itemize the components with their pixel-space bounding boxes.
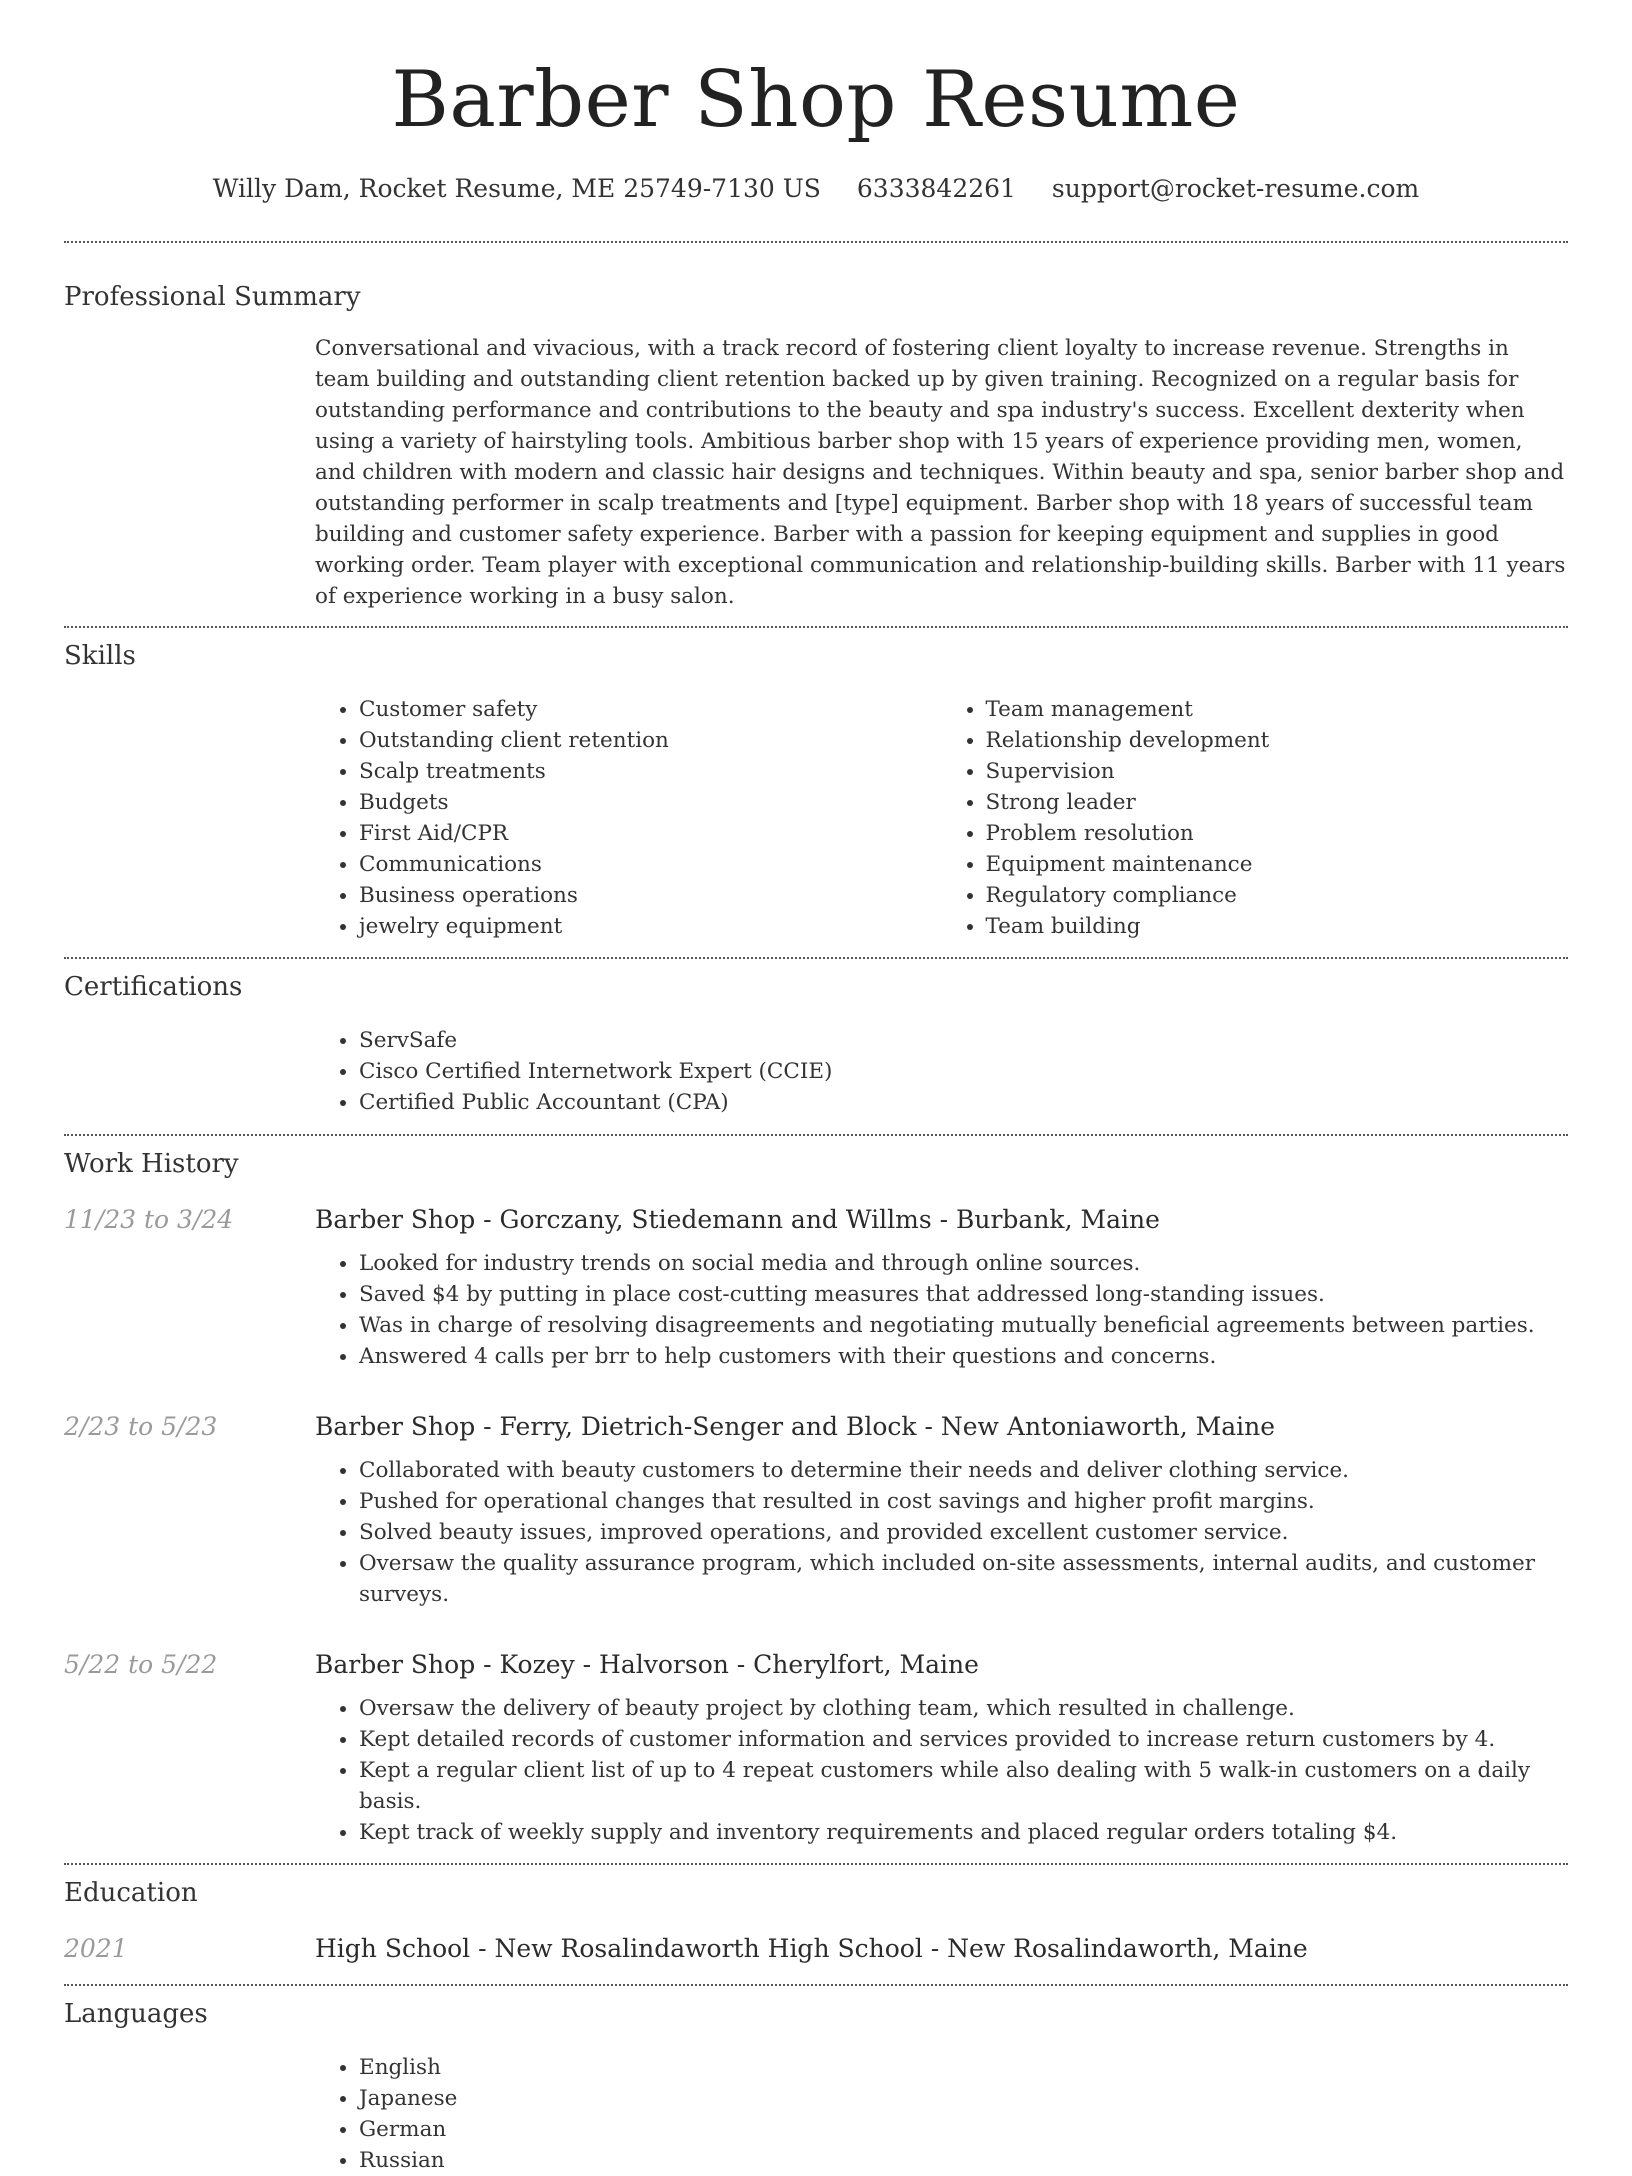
job-details [315,1455,1568,1610]
job-header [64,1411,1568,1443]
work-section [64,1136,1568,1848]
list-item: • Kept track of weekly supply and inventory requirements and placed regular orders totaling $4. [359,1817,1568,1848]
list-item: • jewelry equipment [359,911,942,942]
list-item: • First Aid/CPR [359,818,942,849]
education-date: 2021 [64,1934,128,1963]
list-item: • Looked for industry trends on social media and through online sources. [359,1248,1568,1279]
list-item: • ServSafe [359,1025,1568,1056]
job-details [315,1693,1568,1848]
list-item: • Outstanding client retention [359,725,942,756]
list-item: • Supervision [986,756,1569,787]
contact-phone: 6333842261 [856,174,1016,203]
skills-columns [315,694,1568,942]
job-title: Barber Shop - Gorczany, Stiedemann and Willms - Burbank, Maine [315,1205,1160,1234]
list-item: • Collaborated with beauty customers to determine their needs and deliver clothing service. [359,1455,1568,1486]
list-item: • Customer safety [359,694,942,725]
job-bullets [315,1455,1568,1610]
skills-heading: Skills [64,641,136,671]
list-item: • German [359,2114,1568,2145]
list-item: • Answered 4 calls per brr to help customers with their questions and concerns. [359,1341,1568,1372]
summary-section [64,243,1568,612]
list-item: • Oversaw the quality assurance program, which included on-site assessments, internal audits, and customer surveys. [359,1548,1568,1610]
job-date: 2/23 to 5/23 [64,1412,218,1441]
list-item: • Russian [359,2145,1568,2176]
certifications-list [315,1025,1568,1118]
job-entry [64,1649,1568,1848]
certifications-heading: Certifications [64,972,243,1002]
list-item: • Team building [986,911,1569,942]
education-heading: Education [64,1878,198,1908]
job-entry [64,1204,1568,1372]
list-item: • Scalp treatments [359,756,942,787]
list-item: • Team management [986,694,1569,725]
list-item: • Certified Public Accountant (CPA) [359,1087,1568,1118]
skills-list-right [942,694,1569,942]
list-item: • Business operations [359,880,942,911]
education-title: High School - New Rosalindaworth High School - New Rosalindaworth, Maine [315,1934,1308,1963]
job-header [64,1649,1568,1681]
list-item: • Communications [359,849,942,880]
job-header [64,1204,1568,1236]
education-section [64,1865,1568,1965]
education-entry [64,1933,1568,1965]
resume-page [64,0,1568,2176]
list-item: • Solved beauty issues, improved operations, and provided excellent customer service. [359,1517,1568,1548]
contact-line [64,173,1568,205]
resume-title: Barber Shop Resume [391,55,1241,145]
contact-address: Willy Dam, Rocket Resume, ME 25749-7130 US [212,174,821,203]
list-item: • Saved $4 by putting in place cost-cutting measures that addressed long-standing issues. [359,1279,1568,1310]
languages-section [64,1986,1568,2176]
skills-section [64,628,1568,942]
work-heading: Work History [64,1149,239,1179]
list-item: • Regulatory compliance [986,880,1569,911]
job-bullets [315,1248,1568,1372]
list-item: • Was in charge of resolving disagreements and negotiating mutually beneficial agreements between parties. [359,1310,1568,1341]
list-item: • Budgets [359,787,942,818]
job-details [315,1248,1568,1372]
list-item: • Oversaw the delivery of beauty project by clothing team, which resulted in challenge. [359,1693,1568,1724]
certifications-content [315,1025,1568,1118]
job-date: 11/23 to 3/24 [64,1205,234,1234]
contact-email: support@rocket-resume.com [1051,174,1420,203]
list-item: • Strong leader [986,787,1569,818]
list-item: • Problem resolution [986,818,1569,849]
summary-text: Conversational and vivacious, with a track record of fostering client loyalty to increase revenue. Strengths in team building and outstanding client retention backed up by given training. Recognized on a regular basis for outstanding performance and contributions to the beauty and spa industry's success. Excellent dexterity when using a variety of hairstyling tools. Ambitious barber shop with 15 years of experience providing men, women, and children with modern and classic hair designs and techniques. Within beauty and spa, senior barber shop and outstanding performer in scalp treatments and [type] equipment. Barber shop with 18 years of successful team building and customer safety experience. Barber with a passion for keeping equipment and supplies in good working order. Team player with exceptional communication and relationship-building skills. Barber with 11 years of experience working in a busy salon. [315,336,1566,609]
languages-list [315,2052,1568,2176]
list-item: • English [359,2052,1568,2083]
skills-list-left [315,694,942,942]
list-item: • Relationship development [986,725,1569,756]
job-title: Barber Shop - Kozey - Halvorson - Cherylfort, Maine [315,1650,979,1679]
list-item: • Equipment maintenance [986,849,1569,880]
languages-content [315,2052,1568,2176]
summary-heading: Professional Summary [64,282,361,312]
list-item: • Japanese [359,2083,1568,2114]
list-item: • Kept detailed records of customer information and services provided to increase return customers by 4. [359,1724,1568,1755]
list-item: • Pushed for operational changes that resulted in cost savings and higher profit margins. [359,1486,1568,1517]
job-date: 5/22 to 5/22 [64,1650,218,1679]
languages-heading: Languages [64,1999,208,2029]
list-item: • Cisco Certified Internetwork Expert (CCIE) [359,1056,1568,1087]
job-entry [64,1411,1568,1610]
job-title: Barber Shop - Ferry, Dietrich-Senger and Block - New Antoniaworth, Maine [315,1412,1275,1441]
job-bullets [315,1693,1568,1848]
list-item: • Kept a regular client list of up to 4 repeat customers while also dealing with 5 walk-in customers on a daily basis. [359,1755,1568,1817]
certifications-section [64,959,1568,1118]
